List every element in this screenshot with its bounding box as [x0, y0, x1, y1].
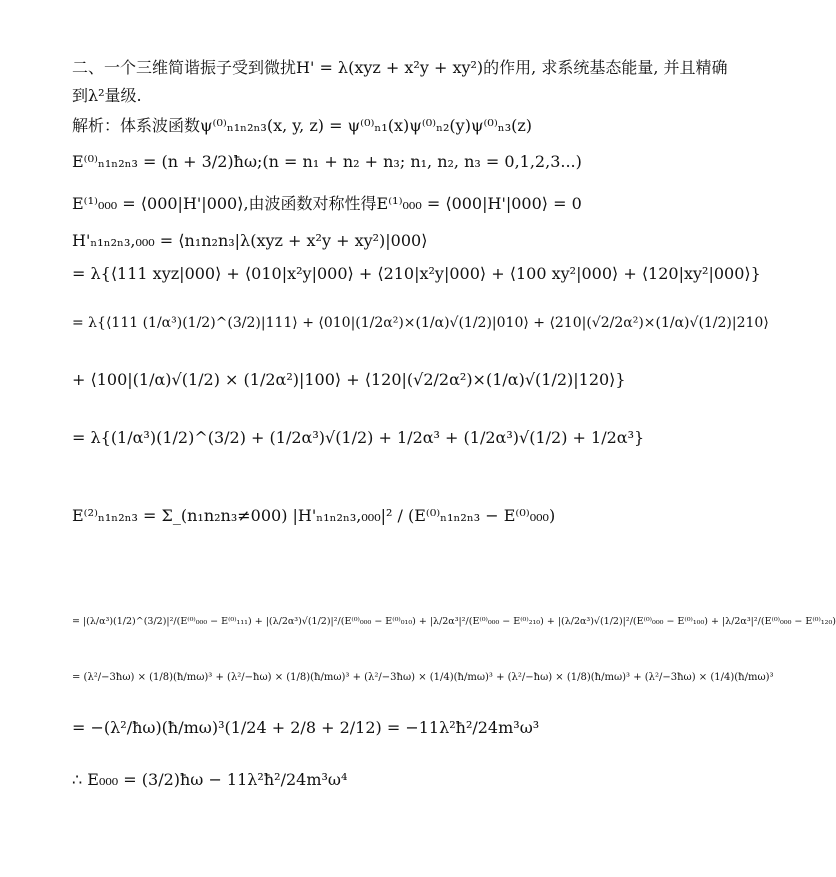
matrix-element-eval-eq-1: = λ{⟨111 (1/α³)(1/2)^(3/2)|111⟩ + ⟨010|(1/2α²)×(1/α)√(1/2)|010⟩ + ⟨210|(√2/2α²)×(1/α)√(1/2)|210⟩: [72, 315, 769, 331]
second-order-energy-def-eq: E⁽²⁾ₙ₁ₙ₂ₙ₃ = Σ_(n₁n₂n₃≠000) |H'ₙ₁ₙ₂ₙ₃,₀₀₀|² / (E⁽⁰⁾ₙ₁ₙ₂ₙ₃ − E⁽⁰⁾₀₀₀): [72, 506, 556, 525]
matrix-element-eval-line-2: [72, 370, 626, 390]
problem-statement-line-1: [72, 58, 728, 78]
matrix-element-def-eq: H'ₙ₁ₙ₂ₙ₃,₀₀₀ = ⟨n₁n₂n₃|λ(xyz + x²y + xy²)|000⟩: [72, 231, 428, 250]
ground-state-energy-line: [72, 770, 347, 790]
matrix-element-expand-eq: = λ{⟨111 xyz|000⟩ + ⟨010|x²y|000⟩ + ⟨210|x²y|000⟩ + ⟨100 xy²|000⟩ + ⟨120|xy²|000⟩}: [72, 264, 761, 283]
matrix-element-expand-line: [72, 264, 761, 284]
first-order-energy-eq: E⁽¹⁾₀₀₀ = ⟨000|H'|000⟩,由波函数对称性得E⁽¹⁾₀₀₀ = ⟨000|H'|000⟩ = 0: [72, 194, 582, 213]
matrix-element-eval-eq-2: + ⟨100|(1/α)√(1/2) × (1/2α²)|100⟩ + ⟨120|(√2/2α²)×(1/α)√(1/2)|120⟩}: [72, 370, 626, 389]
matrix-element-sum-eq: = λ{(1/α³)(1/2)^(3/2) + (1/2α³)√(1/2) + 1/2α³ + (1/2α³)√(1/2) + 1/2α³}: [72, 428, 645, 447]
second-order-sum-line: [72, 612, 836, 632]
wavefunction-eq: 解析：体系波函数ψ⁽⁰⁾ₙ₁ₙ₂ₙ₃(x, y, z) = ψ⁽⁰⁾ₙ₁(x)ψ⁽⁰⁾ₙ₂(y)ψ⁽⁰⁾ₙ₃(z): [72, 116, 533, 135]
second-order-values-line: [72, 668, 774, 688]
matrix-element-sum-line: [72, 428, 644, 448]
second-order-values-eq: = (λ²/−3ħω) × (1/8)(ħ/mω)³ + (λ²/−ħω) × (1/8)(ħ/mω)³ + (λ²/−3ħω) × (1/4)(ħ/mω)³ + (λ²/−ħω) × (1/8)(ħ/mω)³ + (λ²/−3ħω) × (1/4)(ħ/mω)³: [72, 672, 774, 683]
problem-text-1: 二、一个三维简谐振子受到微扰H' = λ(xyz + x²y + xy²)的作用, 求系统基态能量, 并且精确: [72, 58, 728, 77]
ground-state-energy-eq: ∴ E₀₀₀ = (3/2)ħω − 11λ²ħ²/24m³ω⁴: [72, 770, 348, 789]
second-order-sum-eq: = |(λ/α³)(1/2)^(3/2)|²/(E⁽⁰⁾₀₀₀ − E⁽⁰⁾₁₁₁) + |(λ/2α³)√(1/2)|²/(E⁽⁰⁾₀₀₀ − E⁽⁰⁾₀₁₀) + |λ/2α³|²/(E⁽⁰⁾₀₀₀ − E⁽⁰⁾₂₁₀) + |(λ/2α³)√(1/2)|²/(E⁽⁰⁾₀₀₀ − E⁽⁰⁾₁₀₀) + |λ/2α³|²/(E⁽⁰⁾₀₀₀ − E⁽⁰⁾₁₂₀): [72, 616, 836, 627]
first-order-energy-line: [72, 194, 582, 214]
problem-text-2: 到λ²量级.: [72, 86, 142, 105]
solution-intro-line: [72, 116, 532, 136]
matrix-element-eval-line-1: [72, 312, 769, 333]
second-order-result-line: [72, 718, 539, 738]
problem-statement-line-2: [72, 86, 142, 106]
matrix-element-def-line: [72, 231, 427, 251]
second-order-energy-def-line: [72, 506, 555, 526]
unperturbed-energy-line: [72, 152, 582, 172]
second-order-result-eq: = −(λ²/ħω)(ħ/mω)³(1/24 + 2/8 + 2/12) = −11λ²ħ²/24m³ω³: [72, 718, 540, 737]
unperturbed-energy-eq: E⁽⁰⁾ₙ₁ₙ₂ₙ₃ = (n + 3/2)ħω;(n = n₁ + n₂ + n₃; n₁, n₂, n₃ = 0,1,2,3...): [72, 152, 582, 171]
